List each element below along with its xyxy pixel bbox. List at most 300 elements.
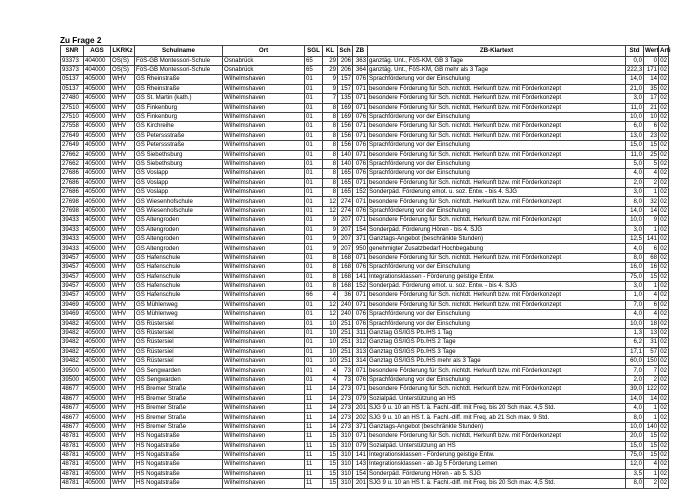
cell-wert: 1 (644, 281, 659, 290)
cell-ort: Wilhelmshaven (223, 291, 305, 300)
cell-zb-klartext: Sprachförderung vor der Einschulung (368, 319, 626, 328)
cell-ort: Wilhelmshaven (223, 244, 305, 253)
cell-snr: 05137 (61, 75, 84, 84)
cell-ort: Wilhelmshaven (223, 141, 305, 150)
cell-ort: Wilhelmshaven (223, 357, 305, 366)
cell-wert: 2 (644, 375, 659, 384)
cell-std: 1,0 (626, 291, 644, 300)
cell-schulname: GS Altengroden (135, 244, 223, 253)
cell-lkrkz: WHV (111, 319, 135, 328)
cell-sch: 251 (338, 347, 353, 356)
cell-snr: 48781 (61, 460, 84, 469)
cell-lkrkz: WHV (111, 216, 135, 225)
cell-schulname: GS Sengwarden (135, 366, 223, 375)
cell-std: 222,3 (627, 66, 643, 74)
cell-sgl: 01 (305, 281, 323, 290)
cell-kl: 14 (323, 394, 338, 403)
cell-kl: 15 (323, 451, 338, 460)
cell-sgl: 11 (305, 404, 323, 413)
cell-schulname: GS Voslapp (135, 169, 223, 178)
cell-schulname: FöS-GB Montessori-Schule (135, 56, 223, 65)
cell-snr: 48677 (61, 394, 84, 403)
cell-schulname: GS Mühlenweg (135, 300, 223, 309)
cell-ags: 405000 (84, 479, 111, 488)
cell-ort: Wilhelmshaven (223, 338, 305, 347)
cell-ags: 405000 (84, 112, 111, 121)
cell-snr: 27698 (61, 206, 84, 215)
cell-snr: 39482 (61, 319, 84, 328)
cell-kl: 14 (323, 413, 338, 422)
cell-zb-klartext: besondere Förderung für Sch. nichtdt. Herkunft bzw. mit Förderkonzept (368, 291, 626, 300)
cell-lkrkz: WHV (111, 347, 135, 356)
cell-wert: 15 (644, 272, 659, 281)
cell-sgl: 11 (305, 469, 323, 478)
cell-lkrkz: WHV (111, 188, 135, 197)
cell-wert: 4 (644, 460, 659, 469)
cell-std: 4,0 (626, 310, 644, 319)
cell-zb: 071 (353, 122, 368, 131)
cell-wert: 15 (644, 451, 659, 460)
cell-snr: 27480 (61, 94, 84, 103)
cell-kl: 14 (323, 422, 338, 431)
cell-zb-klartext: ganztäg. Unt., FöS-KM, GB mehr als 3 Tage (368, 65, 626, 74)
cell-sch: 165 (338, 178, 353, 187)
cell-zb-klartext: Integrationsklassen - Förderung geistige Entw. (368, 272, 626, 281)
cell-ags: 405000 (84, 188, 111, 197)
cell-sgl: 01 (305, 357, 323, 366)
cell-ags: 405000 (84, 300, 111, 309)
cell-schulname: GS Rüstersiel (135, 319, 223, 328)
cell-sgl: 01 (305, 169, 323, 178)
cell-lkrkz: WHV (111, 460, 135, 469)
cell-zb: 071 (353, 253, 368, 262)
cell-sgl: 01 (305, 216, 323, 225)
cell-kl: 8 (323, 272, 338, 281)
cell-zb: 311 (353, 328, 368, 337)
cell-lkrkz: WHV (111, 469, 135, 478)
table-header-row (61, 46, 669, 57)
cell-ags: 405000 (84, 441, 111, 450)
cell-kl: 8 (323, 178, 338, 187)
cell-wert: 14 (644, 394, 659, 403)
cell-snr: 05137 (61, 84, 84, 93)
cell-zb: 071 (353, 216, 368, 225)
table-row (61, 310, 669, 319)
cell-std: 0,0 (626, 56, 644, 65)
cell-zb: 071 (353, 197, 368, 206)
cell-sgl: 11 (305, 460, 323, 469)
cell-zb: 071 (353, 291, 368, 300)
cell-arti: 02 (660, 141, 667, 149)
cell-schulname: GS Altengroden (135, 235, 223, 244)
cell-sch: 157 (338, 75, 353, 84)
cell-sch: 36 (338, 291, 353, 300)
cell-sgl: 11 (305, 394, 323, 403)
cell-snr: 27686 (61, 188, 84, 197)
cell-lkrkz: WHV (111, 94, 135, 103)
cell-arti: 02 (660, 122, 667, 130)
cell-zb-klartext: Ganztags-Angebot (beschränkte Stunden) (368, 422, 626, 431)
cell-ort: Wilhelmshaven (223, 451, 305, 460)
cell-sch: 140 (338, 150, 353, 159)
cell-ags: 405000 (84, 84, 111, 93)
cell-kl: 9 (323, 244, 338, 253)
cell-sgl: 11 (305, 385, 323, 394)
cell-kl: 8 (323, 131, 338, 140)
cell-sgl: 65 (305, 65, 323, 74)
cell-lkrkz: WHV (111, 338, 135, 347)
cell-schulname: GS Hafenschule (135, 253, 223, 262)
cell-ags: 405000 (84, 328, 111, 337)
cell-zb: 364 (353, 65, 368, 74)
cell-std: 3,0 (626, 94, 644, 103)
cell-ort: Wilhelmshaven (223, 169, 305, 178)
cell-lkrkz: WHV (111, 357, 135, 366)
cell-zb-klartext: Sonderpäd. Förderung emot. u. soz. Entw. - bis 4. SJG (368, 188, 626, 197)
cell-kl: 15 (323, 441, 338, 450)
cell-zb-klartext: Sprachförderung vor der Einschulung (368, 310, 626, 319)
cell-zb: 076 (353, 206, 368, 215)
cell-arti: 02 (660, 385, 667, 393)
cell-std: 3,0 (626, 188, 644, 197)
cell-zb-klartext: besondere Förderung für Sch. nichtdt. Herkunft bzw. mit Förderkonzept (368, 103, 626, 112)
cell-schulname: GS Hafenschule (135, 263, 223, 272)
cell-wert: 122 (644, 385, 659, 394)
cell-sch: 156 (338, 131, 353, 140)
cell-std: 75,0 (626, 451, 644, 460)
cell-wert: 35 (644, 84, 659, 93)
cell-zb: 076 (353, 310, 368, 319)
cell-std: 14,0 (626, 394, 644, 403)
cell-sgl: 01 (305, 112, 323, 121)
cell-ort: Osnabrück (223, 56, 305, 65)
cell-sgl: 01 (305, 197, 323, 206)
cell-ort: Wilhelmshaven (223, 385, 305, 394)
cell-schulname: HS Bremer Straße (135, 413, 223, 422)
cell-zb-klartext: Integrationsklassen - ab Jg 5 Förderung Lernen (368, 460, 626, 469)
cell-arti: 02 (660, 375, 667, 383)
cell-sch: 73 (338, 375, 353, 384)
cell-kl: 8 (323, 141, 338, 150)
cell-ags: 405000 (84, 366, 111, 375)
cell-arti: 02 (660, 263, 667, 271)
cell-lkrkz: WHV (111, 300, 135, 309)
cell-ort: Wilhelmshaven (223, 441, 305, 450)
cell-wert: 23 (644, 131, 659, 140)
cell-kl: 9 (323, 75, 338, 84)
cell-lkrkz: WHV (111, 291, 135, 300)
cell-lkrkz: WHV (111, 131, 135, 140)
cell-zb-klartext: SJG 9 u. 10 an HS f. ä. Fachl.-diff. mit Freq. bis 20 Sch max. 4,5 Std. (368, 404, 626, 413)
cell-ags: 405000 (84, 244, 111, 253)
cell-arti: 02 (660, 404, 667, 412)
cell-wert: 17 (644, 94, 659, 103)
table-body (61, 56, 669, 488)
cell-std: 7,0 (626, 366, 644, 375)
cell-ags: 405000 (84, 75, 111, 84)
table-row (61, 413, 669, 422)
cell-ags: 405000 (84, 235, 111, 244)
cell-kl: 29 (323, 56, 338, 65)
cell-sch: 273 (338, 413, 353, 422)
cell-schulname: HS Bremer Straße (135, 385, 223, 394)
cell-wert: 1 (644, 188, 659, 197)
table-row (61, 225, 669, 234)
table-row (61, 328, 669, 337)
cell-ags: 405000 (84, 460, 111, 469)
cell-snr: 27558 (61, 122, 84, 131)
cell-wert: 21 (644, 103, 659, 112)
cell-kl: 4 (323, 366, 338, 375)
cell-std: 15,0 (626, 441, 644, 450)
cell-sch: 310 (338, 451, 353, 460)
cell-arti: 02 (660, 451, 667, 459)
cell-zb-klartext: besondere Förderung für Sch. nichtdt. Herkunft bzw. mit Förderkonzept (368, 432, 626, 441)
cell-zb-klartext: Ganztag GS/IGS Pb./HS mehr als 3 Tage (368, 357, 626, 366)
cell-lkrkz: WHV (111, 150, 135, 159)
cell-sgl: 01 (305, 103, 323, 112)
cell-ags: 405000 (84, 432, 111, 441)
cell-ort: Wilhelmshaven (223, 375, 305, 384)
cell-wert: 150 (644, 357, 659, 366)
cell-ags: 405000 (84, 150, 111, 159)
cell-wert: 6 (644, 122, 659, 131)
cell-snr: 39469 (61, 310, 84, 319)
column-header-sgl: SGL (305, 46, 323, 57)
cell-zb: 076 (353, 319, 368, 328)
cell-sgl: 01 (305, 75, 323, 84)
cell-kl: 8 (323, 263, 338, 272)
cell-wert: 1 (644, 413, 659, 422)
cell-ort: Wilhelmshaven (223, 422, 305, 431)
column-header-kl: KL (323, 46, 338, 57)
cell-ags: 405000 (84, 310, 111, 319)
cell-sgl: 11 (305, 413, 323, 422)
cell-kl: 9 (323, 84, 338, 93)
cell-zb-klartext: besondere Förderung für Sch. nichtdt. Herkunft bzw. mit Förderkonzept (368, 197, 626, 206)
cell-ags: 405000 (84, 347, 111, 356)
cell-sch: 240 (338, 300, 353, 309)
cell-wert: 7 (644, 366, 659, 375)
column-header-ort: Ort (223, 46, 305, 57)
cell-snr: 39500 (61, 366, 84, 375)
cell-snr: 48781 (61, 432, 84, 441)
cell-zb: 071 (353, 300, 368, 309)
cell-kl: 8 (323, 169, 338, 178)
cell-std: 11,0 (626, 103, 644, 112)
cell-sch: 310 (338, 432, 353, 441)
cell-zb: 950 (353, 244, 368, 253)
cell-lkrkz: WHV (111, 366, 135, 375)
cell-snr: 48677 (61, 385, 84, 394)
column-header-arti: Arti (660, 47, 671, 55)
table-row (61, 188, 669, 197)
column-header-lkrkz: LKRKz (112, 47, 133, 55)
cell-zb-klartext: SJG 9 u. 10 an HS f. ä. Fachl.-diff. mit Freq. ab 21 Sch max. 9 Std. (368, 413, 626, 422)
cell-arti: 02 (660, 103, 667, 111)
cell-ort: Wilhelmshaven (223, 159, 305, 168)
cell-std: 15,0 (626, 141, 644, 150)
cell-zb: 076 (353, 375, 368, 384)
cell-zb-klartext: besondere Förderung für Sch. nichtdt. Herkunft bzw. mit Förderkonzept (368, 366, 626, 375)
table-row (61, 244, 669, 253)
cell-arti: 02 (660, 300, 667, 308)
cell-sch: 206 (338, 65, 353, 74)
table-row (61, 272, 669, 281)
table-row (61, 56, 669, 65)
cell-kl: 12 (323, 300, 338, 309)
cell-zb: 071 (353, 150, 368, 159)
cell-lkrkz: WHV (111, 244, 135, 253)
cell-arti: 02 (660, 338, 667, 346)
cell-ags: 405000 (84, 197, 111, 206)
cell-lkrkz: WHV (111, 84, 135, 93)
cell-sch: 251 (338, 328, 353, 337)
cell-wert: 2 (644, 178, 659, 187)
cell-schulname: GS Voslapp (135, 178, 223, 187)
cell-zb: 071 (353, 103, 368, 112)
cell-wert: 68 (644, 253, 659, 262)
cell-wert: 4 (644, 169, 659, 178)
cell-kl: 8 (323, 188, 338, 197)
cell-lkrkz: WHV (111, 206, 135, 215)
cell-arti: 02 (660, 75, 667, 83)
cell-lkrkz: WHV (111, 141, 135, 150)
cell-arti: 02 (660, 66, 667, 74)
cell-arti: 02 (660, 441, 667, 449)
cell-sch: 273 (338, 422, 353, 431)
table-row (61, 122, 669, 131)
cell-ort: Wilhelmshaven (223, 188, 305, 197)
cell-zb: 312 (353, 338, 368, 347)
cell-sch: 251 (338, 319, 353, 328)
cell-snr: 27662 (61, 150, 84, 159)
cell-ags: 405000 (84, 263, 111, 272)
cell-zb: 371 (353, 235, 368, 244)
column-header-sch: Sch (339, 47, 351, 55)
cell-sgl: 01 (305, 375, 323, 384)
cell-sch: 168 (338, 253, 353, 262)
cell-wert: 25 (644, 150, 659, 159)
cell-arti: 02 (660, 347, 667, 355)
cell-ort: Wilhelmshaven (223, 328, 305, 337)
column-header-ags: AGS (84, 46, 111, 57)
cell-sch: 251 (338, 338, 353, 347)
table-row (61, 141, 669, 150)
cell-snr: 39482 (61, 347, 84, 356)
cell-ort: Wilhelmshaven (223, 225, 305, 234)
cell-wert: 13 (644, 328, 659, 337)
cell-lkrkz: OS(S) (111, 56, 135, 65)
cell-schulname: GS Finkenburg (135, 112, 223, 121)
cell-arti: 02 (660, 432, 667, 440)
cell-arti: 02 (660, 366, 667, 374)
cell-lkrkz: OS(S) (111, 65, 135, 74)
cell-kl: 7 (323, 94, 338, 103)
cell-schulname: HS Nogatstraße (135, 479, 223, 488)
cell-ort: Wilhelmshaven (223, 394, 305, 403)
cell-lkrkz: WHV (111, 112, 135, 121)
cell-zb: 079 (353, 441, 368, 450)
cell-std: 10,0 (626, 422, 644, 431)
cell-ort: Wilhelmshaven (223, 432, 305, 441)
cell-ags: 405000 (84, 206, 111, 215)
cell-zb: 071 (353, 131, 368, 140)
cell-ort: Wilhelmshaven (223, 281, 305, 290)
table-row (61, 385, 669, 394)
cell-zb-klartext: Sprachförderung vor der Einschulung (368, 112, 626, 121)
cell-schulname: HS Nogatstraße (135, 460, 223, 469)
cell-kl: 29 (323, 65, 338, 74)
cell-kl: 8 (323, 159, 338, 168)
cell-snr: 27662 (61, 159, 84, 168)
cell-lkrkz: WHV (111, 103, 135, 112)
cell-ags: 405000 (84, 413, 111, 422)
cell-lkrkz: WHV (111, 281, 135, 290)
cell-arti: 02 (660, 422, 667, 430)
cell-zb: 313 (353, 347, 368, 356)
cell-lkrkz: WHV (111, 263, 135, 272)
table-row (61, 404, 669, 413)
cell-sch: 310 (338, 460, 353, 469)
cell-schulname: GS Rheinstraße (135, 84, 223, 93)
cell-ort: Wilhelmshaven (223, 253, 305, 262)
cell-wert: 6 (644, 244, 659, 253)
cell-ort: Wilhelmshaven (223, 84, 305, 93)
cell-zb: 363 (353, 56, 368, 65)
cell-schulname: GS Wiesenhofschule (135, 197, 223, 206)
cell-kl: 12 (323, 310, 338, 319)
cell-lkrkz: WHV (111, 235, 135, 244)
cell-wert: 4 (644, 310, 659, 319)
cell-schulname: GS Siebethsburg (135, 159, 223, 168)
cell-std: 8,0 (626, 413, 644, 422)
cell-snr: 39433 (61, 216, 84, 225)
cell-snr: 39482 (61, 328, 84, 337)
data-table (60, 45, 669, 489)
cell-zb-klartext: Sozialpäd. Unterstützung an HS (368, 394, 626, 403)
table-row (61, 281, 669, 290)
cell-zb-klartext: Sonderpäd. Förderung emot. u. soz. Entw. - bis 4. SJG (368, 281, 626, 290)
cell-snr: 48677 (61, 422, 84, 431)
column-header-zb: ZB (353, 46, 368, 57)
cell-zb: 076 (353, 112, 368, 121)
cell-ags: 405000 (84, 422, 111, 431)
cell-arti: 02 (660, 197, 667, 205)
cell-kl: 9 (323, 225, 338, 234)
column-header-snr: SNR (61, 46, 84, 57)
cell-zb: 371 (353, 422, 368, 431)
cell-zb: 076 (353, 75, 368, 84)
cell-snr: 93373 (61, 56, 84, 65)
cell-sch: 157 (338, 84, 353, 93)
cell-ags: 405000 (84, 385, 111, 394)
table-row (61, 375, 669, 384)
cell-zb: 071 (353, 366, 368, 375)
cell-ags: 405000 (84, 253, 111, 262)
cell-ags: 405000 (84, 357, 111, 366)
cell-arti: 02 (660, 272, 667, 280)
cell-ags: 405000 (84, 451, 111, 460)
cell-wert: 171 (644, 65, 659, 74)
cell-arti: 02 (660, 216, 667, 224)
cell-sgl: 01 (305, 141, 323, 150)
cell-sgl: 01 (305, 328, 323, 337)
cell-sch: 207 (338, 235, 353, 244)
cell-schulname: GS Voslapp (135, 188, 223, 197)
cell-zb: 079 (353, 394, 368, 403)
cell-arti: 02 (660, 206, 667, 214)
